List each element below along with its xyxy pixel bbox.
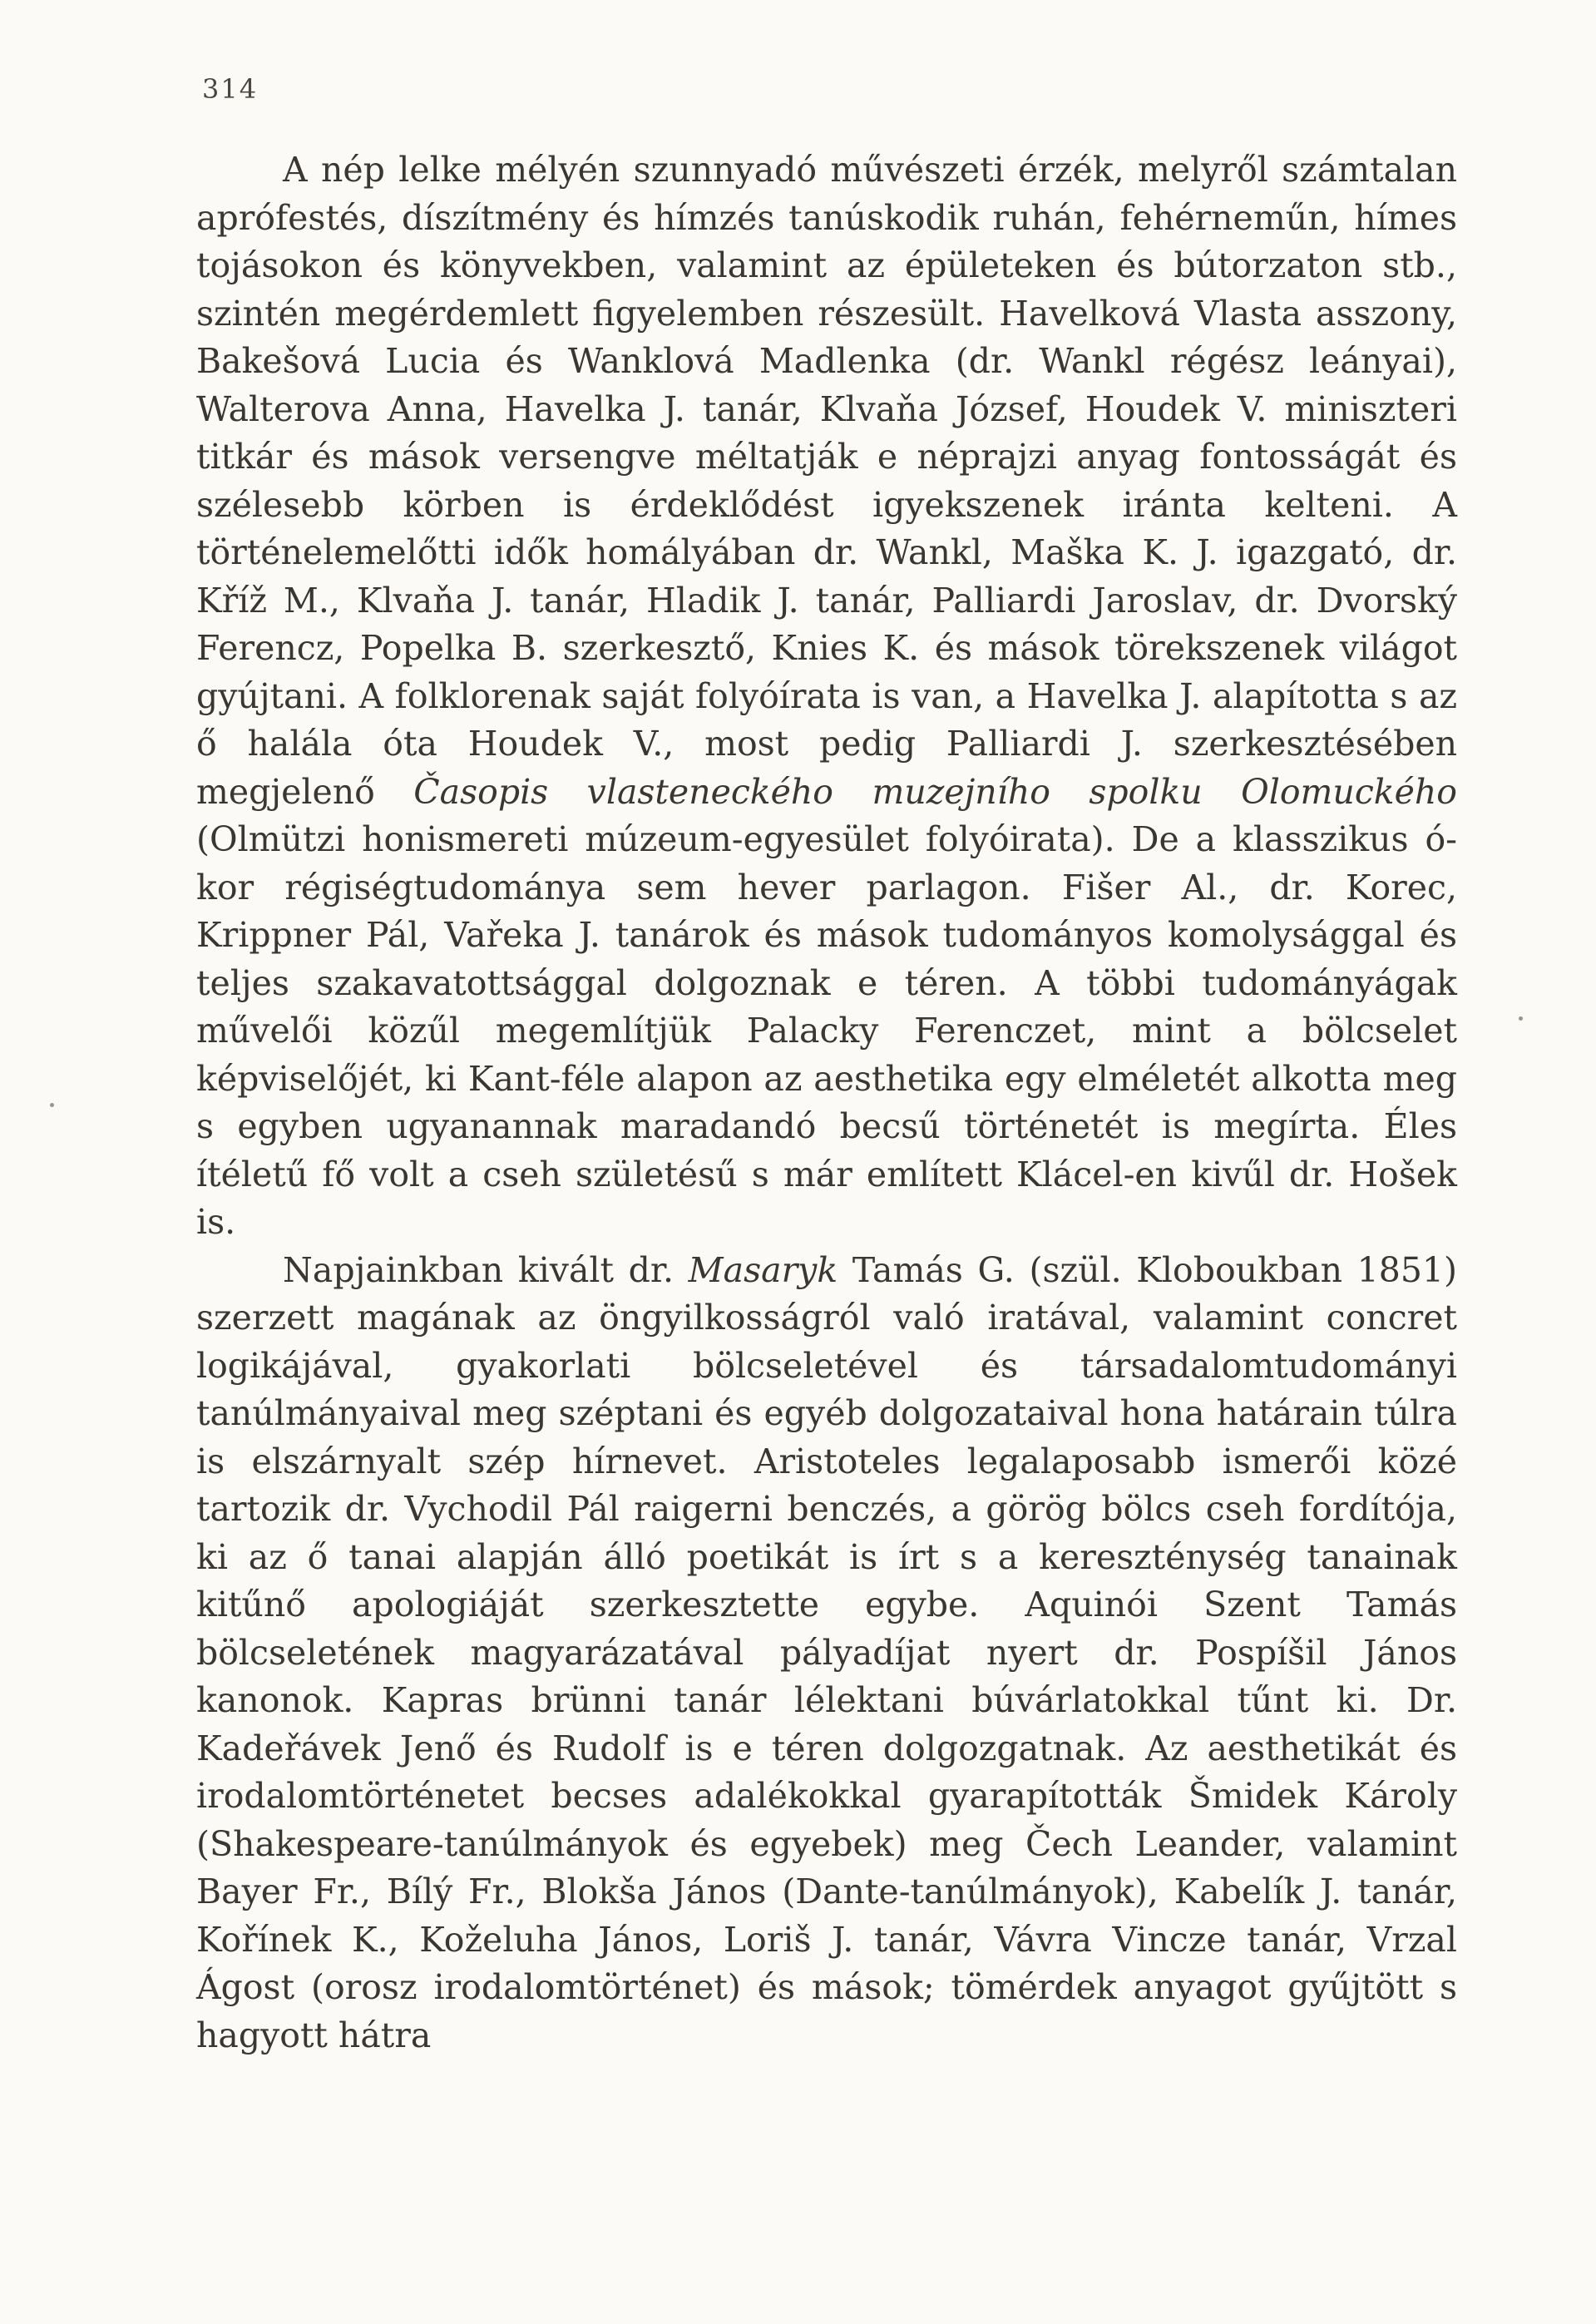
- person-name-masaryk: Masaryk: [688, 1249, 838, 1290]
- paper-speck: [1519, 1016, 1523, 1021]
- page-number: 314: [202, 73, 259, 105]
- text-run: Napjainkban kivált dr.: [283, 1249, 689, 1290]
- body-text: [196, 146, 1457, 2059]
- paper-speck: [50, 1103, 54, 1107]
- text-run: Tamás G. (szül. Kloboukban 1851) szerzett magának az öngyilkosságról való iratával, valamint concret logikájával, gyakorlati bölcseletével és társadalomtudományi tanúlmányaival meg széptani és egyéb dolgozataival hona határain túlra is elszárnyalt szép hírnevet. Aristoteles legalaposabb ismerői közé tartozik dr. Vychodil Pál raigerni benczés, a görög bölcs cseh fordítója, ki az ő tanai alapján álló poetikát is írt s a kereszténység tanainak kitűnő apologiáját szerkesztette egybe. Aquinói Szent Tamás bölcseletének magyarázatával pályadíjat nyert dr. Pospíšil János kanonok. Kapras brünni tanár lélektani búvárlatokkal tűnt ki. Dr. Kadeřávek Jenő és Rudolf is e téren dolgozgatnak. Az aesthetikát és irodalomtörténetet becses adalékokkal gyarapították Šmidek Károly (Shakespeare-tanúlmányok és egyebek) meg Čech Leander, valamint Bayer Fr., Bílý Fr., Blokša János (Dante-tanúlmányok), Kabelík J. tanár, Kořínek K., Koželuha János, Loriš J. tanár, Vávra Vincze tanár, Vrzal Ágost (orosz irodalomtörténet) és mások; tömérdek anyagot gyűjtött s hagyott hátra: [196, 1249, 1457, 2055]
- journal-title: Časopis vlasteneckého muzejního spolku Olomuckého: [413, 771, 1457, 812]
- paragraph-1: [196, 146, 1457, 1247]
- text-run: A nép lelke mélyén szunnyadó művészeti érzék, melyről számtalan aprófestés, díszítmény és hímzés tanúskodik ruhán, fehérneműn, hímes tojásokon és könyvekben, valamint az épületeken és bútorzaton stb., szintén megérdemlett figyelemben részesült. Havelková Vlasta asszony, Bakešová Lucia és Wanklová Madlenka (dr. Wankl régész leányai), Walterova Anna, Havelka J. tanár, Klvaňa József, Houdek V. miniszteri titkár és mások versengve méltatják e néprajzi anyag fontosságát és szélesebb körben is érdeklődést igyekszenek iránta kelteni. A történelemelőtti idők homályában dr. Wankl, Maška K. J. igazgató, dr. Kříž M., Klvaňa J. tanár, Hladik J. tanár, Palliardi Jaroslav, dr. Dvorský Ferencz, Popelka B. szerkesztő, Knies K. és mások törekszenek világot gyújtani. A folklorenak saját folyóírata is van, a Havelka J. alapította s az ő halála óta Houdek V., most pedig Palliardi J. szerkesztésében megjelenő: [196, 150, 1457, 812]
- paragraph-2: [196, 1247, 1457, 2060]
- text-run: (Olmützi honismereti múzeum-egyesület folyóirata). De a klasszikus ó-kor régiségtudománya sem hever parlagon. Fišer Al., dr. Korec, Krippner Pál, Vařeka J. tanárok és mások tudományos komolysággal és teljes szakavatottsággal dolgoznak e téren. A többi tudományágak művelői közűl megemlítjük Palacky Ferenczet, mint a bölcselet képviselőjét, ki Kant-féle alapon az aesthetika egy elméletét alkotta meg s egyben ugyanannak maradandó becsű történetét is megírta. Éles ítéletű fő volt a cseh születésű s már említett Klácel-en kivűl dr. Hošek is.: [196, 819, 1457, 1242]
